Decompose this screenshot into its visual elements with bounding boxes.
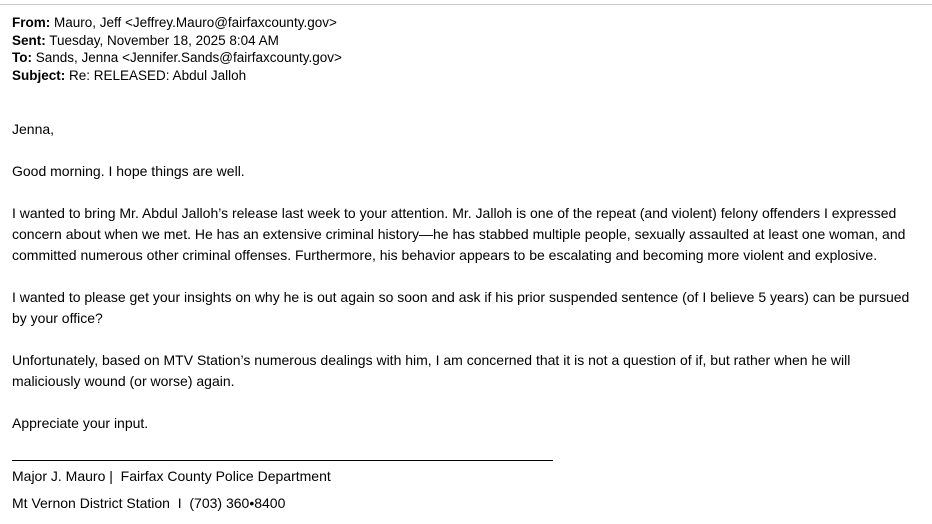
header-row-subject	[12, 67, 918, 85]
header-label-sent: Sent:	[12, 32, 46, 48]
header-value-subject: Re: RELEASED: Abdul Jalloh	[65, 67, 247, 83]
header-value-to: Sands, Jenna <Jennifer.Sands@fairfaxcounty.gov>	[32, 50, 342, 65]
paragraph-gap	[12, 182, 918, 203]
body-paragraph-greeting: Jenna,	[12, 121, 55, 137]
signature-block	[12, 466, 918, 514]
paragraph-gap	[12, 329, 918, 350]
body-paragraph-4: Unfortunately, based on MTV Station’s numerous dealings with him, I am concerned that it is not a question of if, but rather when he will maliciously wound (or worse) again.	[12, 352, 851, 389]
header-label-subject: Subject:	[12, 67, 66, 83]
signature-line-1: Major J. Mauro | Fairfax County Police Department	[12, 468, 331, 484]
header-label-to: To:	[12, 50, 32, 65]
signature-divider	[12, 460, 553, 461]
header-row-from	[12, 14, 918, 32]
body-paragraph-2: I wanted to bring Mr. Abdul Jalloh’s release last week to your attention. Mr. Jalloh is one of the repeat (and violent) felony offenders I expressed concern about when we met. He has an extensive criminal history—he has stabbed multiple people, sexually assaulted at least one woman, and committed numerous other criminal offenses. Furthermore, his behavior appears to be escalating and becoming more violent and explosive.	[12, 205, 906, 263]
signature-line-2: Mt Vernon District Station I (703) 360•8400	[12, 494, 286, 511]
header-body-spacer-2	[12, 102, 918, 119]
email-content	[12, 14, 918, 514]
header-row-sent	[12, 32, 918, 50]
paragraph-gap	[12, 140, 918, 161]
body-paragraph-3: I wanted to please get your insights on why he is out again so soon and ask if his prior suspended sentence (of I believe 5 years) can be pursued by your office?	[12, 289, 910, 326]
body-paragraph-5: Appreciate your input.	[12, 415, 149, 431]
paragraph-gap	[12, 392, 918, 413]
paragraph-gap	[12, 266, 918, 287]
email-header-block	[12, 14, 918, 84]
header-label-from: From:	[12, 15, 51, 30]
header-value-sent: Tuesday, November 18, 2025 8:04 AM	[45, 32, 279, 48]
header-body-spacer	[12, 84, 918, 102]
header-row-to	[12, 49, 918, 67]
top-divider	[0, 4, 932, 5]
email-body	[12, 119, 918, 434]
body-paragraph-1: Good morning. I hope things are well.	[12, 163, 245, 179]
header-value-from: Mauro, Jeff <Jeffrey.Mauro@fairfaxcounty.gov>	[50, 15, 337, 30]
